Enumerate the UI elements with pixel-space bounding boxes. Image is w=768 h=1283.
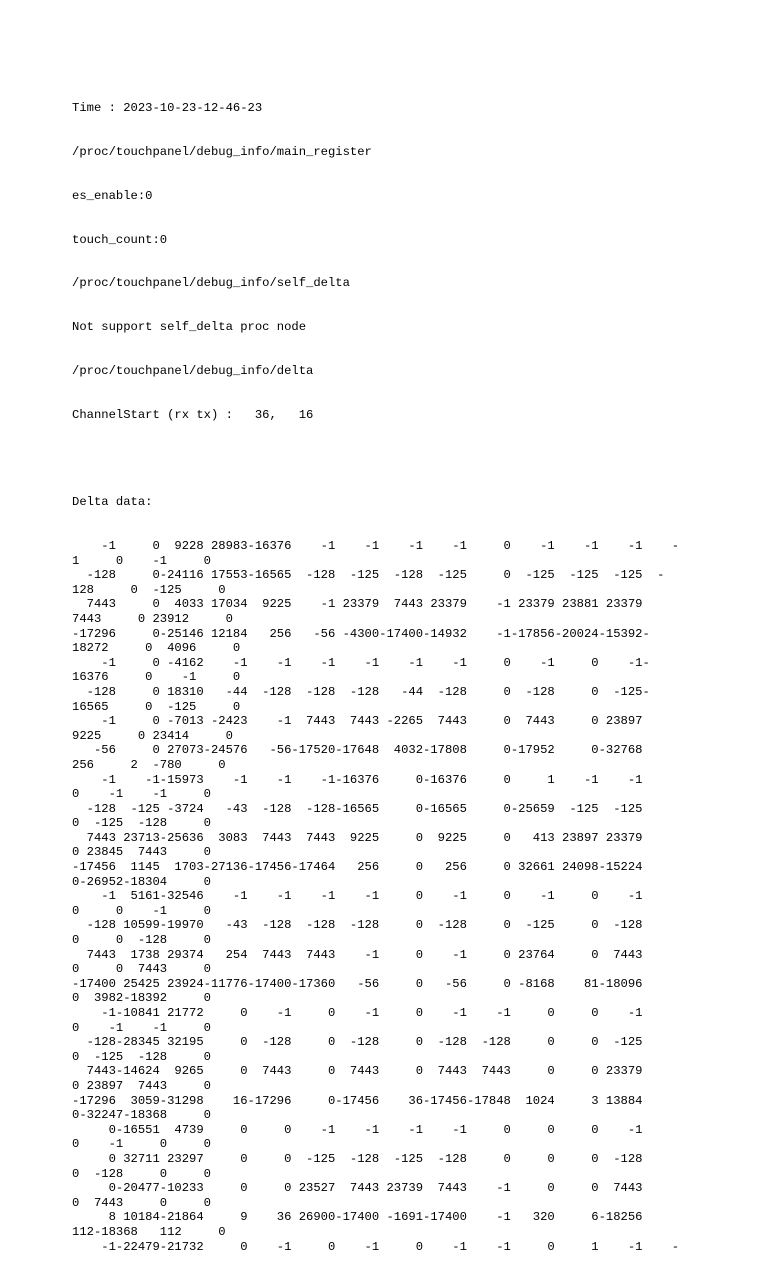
delta-data-line: 0-16551 4739 0 0 -1 -1 -1 -1 0 0 0 -1 [72,1122,643,1137]
delta-data-line: 128 0 -125 0 [72,582,226,597]
delta-data-line: -1-10841 21772 0 -1 0 -1 0 -1 -1 0 0 -1 [72,1006,643,1020]
delta-data-line: 0-20477-10233 0 0 23527 7443 23739 7443 -1 0 0 7443 [72,1181,643,1196]
delta-data-line: -56 0 27073-24576 -56-17520-17648 4032-17808 0-17952 0-32768 [72,743,643,758]
delta-data-line: 7443-14624 9265 0 7443 0 7443 0 7443 7443 0 0 23379 [72,1064,643,1079]
delta-data-line: 0 3982-18392 0 [72,991,211,1006]
delta-data-line: 0 7443 0 0 [72,1195,211,1210]
main-register-path: /proc/touchpanel/debug_info/main_register [72,144,372,159]
delta-data-line: -128 0 18310 -44 -128 -128 -128 -44 -128 0 -128 0 -125- [72,684,650,699]
delta-data-line: 0 0 7443 0 [72,962,211,977]
delta-data-line: 0 -128 0 0 [72,1166,211,1181]
delta-data-line: 8 10184-21864 9 36 26900-17400 -1691-17400 -1 320 6-18256 [72,1210,643,1225]
delta-data-line: -17296 3059-31298 16-17296 0-17456 36-17456-17848 1024 3 13884 [72,1093,643,1108]
delta-data-line: 0 23845 7443 0 [72,845,211,860]
self-delta-path: /proc/touchpanel/debug_info/self_delta [72,276,350,291]
delta-data-line: 16565 0 -125 0 [72,699,241,714]
delta-data-line: 112-18368 112 0 [72,1224,226,1239]
delta-data-line: 7443 23713-25636 3083 7443 7443 9225 0 9225 0 413 23897 23379 [72,830,643,845]
delta-data-line: 0 -125 -128 0 [72,816,211,831]
delta-data-line: 18272 0 4096 0 [72,641,241,656]
delta-data-line: -1-22479-21732 0 -1 0 -1 0 -1 -1 0 1 -1 - [72,1239,680,1254]
delta-data-line: 9225 0 23414 0 [72,728,233,743]
delta-data-line: -17296 0-25146 12184 256 -56 -4300-17400-14932 -1-17856-20024-15392- [72,626,650,641]
timestamp-line: Time : 2023-10-23-12-46-23 [72,101,263,116]
delta-data-line: -1 0 -4162 -1 -1 -1 -1 -1 -1 0 -1 0 -1- [72,655,650,670]
delta-data-line: 0-26952-18304 0 [72,874,211,889]
delta-data-line: 0 23897 7443 0 [72,1078,211,1093]
delta-data-line: 0 -1 -1 0 [72,1020,211,1035]
delta-data-line: -1 0 -7013 -2423 -1 7443 7443 -2265 7443 0 7443 0 23897 [72,714,643,729]
touch-count-line: touch_count:0 [72,232,168,247]
delta-data-line: -1 0 9228 28983-16376 -1 -1 -1 -1 0 -1 -1 -1 - [72,539,680,553]
delta-data-line: 0 -125 -128 0 [72,1049,211,1064]
channel-start-line: ChannelStart (rx tx) : 36, 16 [72,407,314,422]
delta-data-line: 256 2 -780 0 [72,757,226,772]
delta-data-line: 0-32247-18368 0 [72,1108,211,1123]
self-delta-status: Not support self_delta proc node [72,320,307,335]
delta-data-line: -17400 25425 23924-11776-17400-17360 -56 0 -56 0 -8168 81-18096 [72,976,643,991]
delta-path: /proc/touchpanel/debug_info/delta [72,363,314,378]
delta-data-line: -128 0-24116 17553-16565 -128 -125 -128 -125 0 -125 -125 -125 - [72,568,665,583]
delta-data-line: 16376 0 -1 0 [72,670,241,685]
delta-data-line: 0 0 -1 0 [72,903,211,918]
delta-data-line: 7443 0 23912 0 [72,611,233,626]
blank-line [72,451,679,466]
delta-data-line: -128 -125 -3724 -43 -128 -128-16565 0-16565 0-25659 -125 -125 [72,801,643,816]
delta-data-line: -17456 1145 1703-27136-17456-17464 256 0 256 0 32661 24098-15224 [72,860,643,875]
delta-data-line: 7443 1738 29374 254 7443 7443 -1 0 -1 0 23764 0 7443 [72,947,643,962]
delta-data-line: 0 32711 23297 0 0 -125 -128 -125 -128 0 0 0 -128 [72,1151,643,1166]
document-text [72,72,679,1283]
delta-data-line: 7443 0 4033 17034 9225 -1 23379 7443 23379 -1 23379 23881 23379 [72,597,643,612]
delta-data-line: 0 -1 -1 0 [72,787,211,802]
delta-data-line: 0 0 -128 0 [72,933,211,948]
delta-data-line: -1 -1-15973 -1 -1 -1-16376 0-16376 0 1 -1 -1 [72,772,643,787]
delta-data-heading: Delta data: [72,495,153,510]
delta-data-line: 0 -1 0 0 [72,1137,211,1152]
delta-data-line: -1 5161-32546 -1 -1 -1 -1 0 -1 0 -1 0 -1 [72,889,643,904]
delta-data-line: -128-28345 32195 0 -128 0 -128 0 -128 -128 0 0 -125 [72,1035,643,1050]
delta-data-line: -128 10599-19970 -43 -128 -128 -128 0 -128 0 -125 0 -128 [72,918,643,933]
es-enable-line: es_enable:0 [72,188,153,203]
delta-data-line: 1 0 -1 0 [72,553,211,568]
delta-data-block [72,539,679,1254]
